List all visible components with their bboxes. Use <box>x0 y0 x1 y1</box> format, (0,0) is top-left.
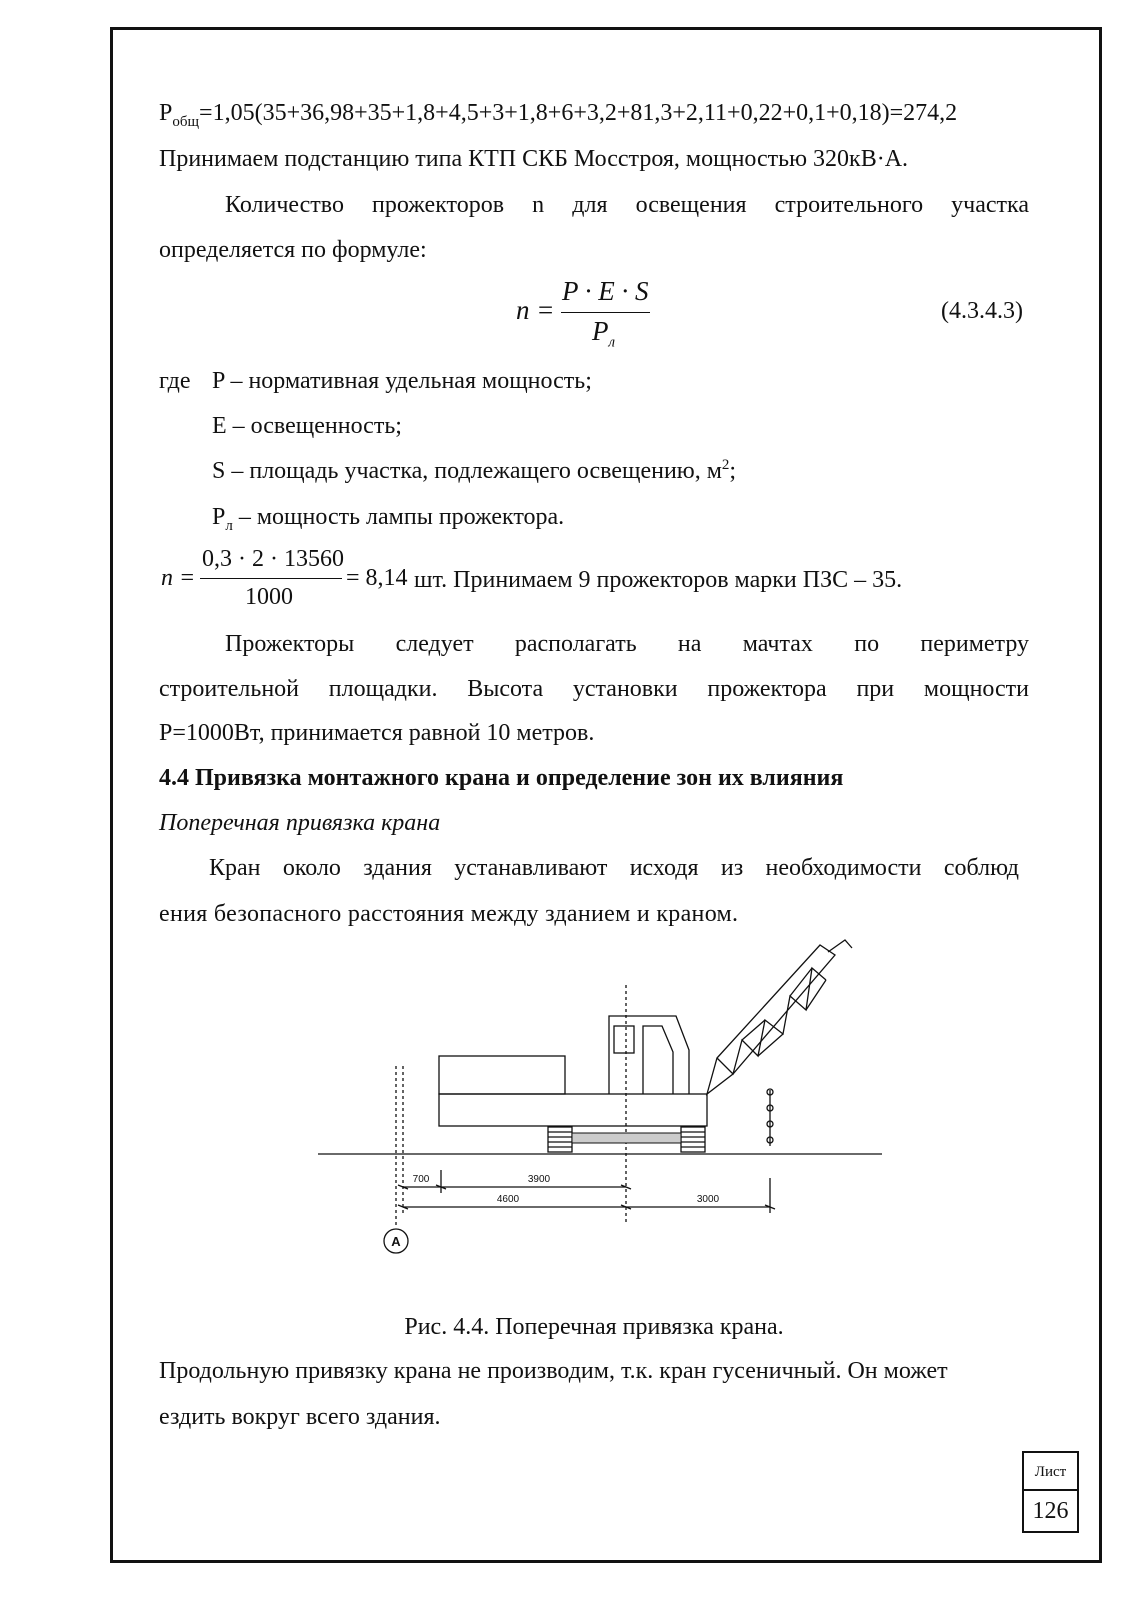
crane-boom <box>707 945 835 1094</box>
dim-3000: 3000 <box>696 1194 720 1205</box>
crane-track-belt <box>572 1133 681 1143</box>
substation-line: Принимаем подстанцию типа КТП СКБ Мосстроя, мощностью 320кВ·А. <box>159 146 909 172</box>
page-number: 126 <box>1032 1498 1069 1524</box>
longitudinal-paragraph-line1: Продольную привязку крана не производим, т.к. кран гусеничный. Он может <box>159 1358 948 1384</box>
crane-track-right <box>681 1127 705 1152</box>
calc-denominator: 1000 <box>245 584 293 610</box>
crane-body <box>439 1094 707 1126</box>
boom-lattice <box>717 968 826 1074</box>
subsection-heading: Поперечная привязка крана <box>159 810 441 836</box>
legend-where: где <box>159 368 191 394</box>
legend-s: S – площадь участка, подлежащего освещению, $м^2$; <box>212 457 737 484</box>
calc-numerator: 0,3 · 2 · 13560 <box>202 546 344 572</box>
stamp-page-cell <box>1022 1489 1079 1533</box>
mast-paragraph-line3: P=1000Вт, принимается равной 10 метров. <box>159 720 595 746</box>
crane-cabin <box>609 1016 689 1094</box>
dim-4600: 4600 <box>496 1194 520 1205</box>
formula-number: (4.3.4.3) <box>941 298 1023 324</box>
crane-track-left <box>548 1127 572 1152</box>
cabin-window <box>614 1026 634 1053</box>
figure-caption: Рис. 4.4. Поперечная привязка крана. <box>404 1314 784 1340</box>
section-heading: 4.4 Привязка монтажного крана и определение зон их влияния <box>159 765 844 791</box>
calc-lhs: n = <box>161 565 196 591</box>
projectors-paragraph-line2: определяется по формуле: <box>159 237 427 263</box>
formula-denominator: $P_л$ <box>592 316 616 351</box>
crane-paragraph-line2: ения безопасного расстояния между зданием и краном. <box>159 901 739 927</box>
stamp-label: Лист <box>1034 1464 1067 1480</box>
dim-3900: 3900 <box>527 1174 551 1185</box>
stamp-label-cell <box>1022 1451 1079 1491</box>
cabin-door <box>643 1026 673 1094</box>
dim-700: 700 <box>412 1174 430 1185</box>
mast-paragraph-line1: Прожекторы следует располагать на мачтах по периметру <box>225 631 1029 657</box>
legend-p: P – нормативная удельная мощность; <box>212 368 592 394</box>
boom-tip <box>828 940 852 952</box>
crane-paragraph-line1: Кран около здания устанавливают исходя из необходимости соблюд <box>209 855 1019 881</box>
mast-paragraph-line2: строительной площадки. Высота установки прожектора при мощности <box>159 676 1029 702</box>
calc-tail: шт. Принимаем 9 прожекторов марки ПЗС – 35. <box>414 567 903 593</box>
axis-label: А <box>391 1234 401 1249</box>
crane-counterweight <box>439 1056 565 1094</box>
formula-lhs: n = <box>516 295 555 325</box>
formula-total: $P_{общ}=1,05(35+36,98+35+1,8+4,5+3+1,8+6+3,2+81,3+2,11+0,22+0,1+0,18)=274,2$ <box>159 100 958 130</box>
legend-pl: $P_л$ – мощность лампы прожектора. <box>212 504 565 534</box>
projectors-paragraph-line1: Количество прожекторов n для освещения строительного участка <box>225 192 1029 218</box>
calc-result: = 8,14 <box>346 565 408 591</box>
formula-numerator: P · E · S <box>562 276 649 306</box>
longitudinal-paragraph-line2: ездить вокруг всего здания. <box>159 1404 441 1430</box>
legend-e: E – освещенность; <box>212 413 402 439</box>
